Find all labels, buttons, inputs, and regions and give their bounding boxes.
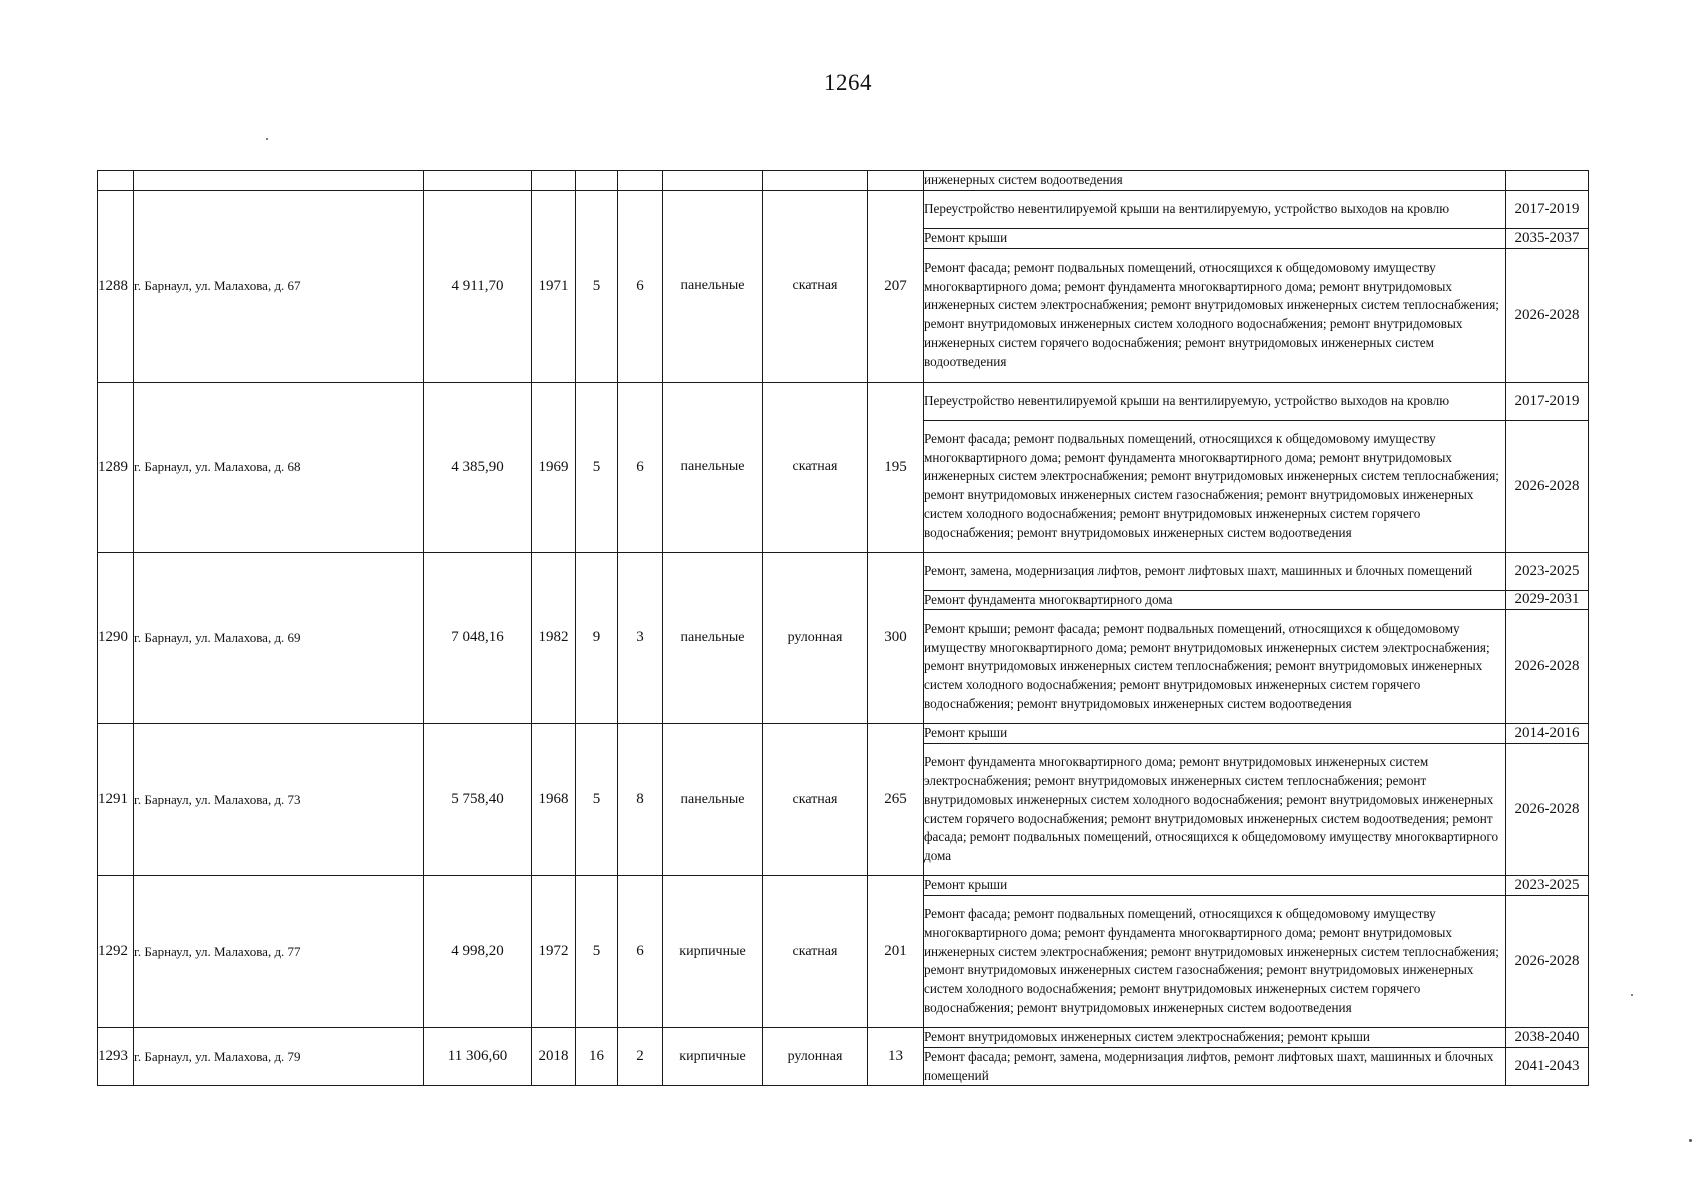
entrance-count: 6 bbox=[618, 190, 663, 382]
work-description: Ремонт крыши bbox=[924, 876, 1506, 896]
roof-type: рулонная bbox=[763, 1027, 868, 1085]
scan-speck bbox=[1689, 1139, 1692, 1142]
house-row bbox=[98, 1027, 1589, 1047]
floor-count: 16 bbox=[576, 1027, 618, 1085]
residents-count: 13 bbox=[868, 1027, 924, 1085]
house-number: 1293 bbox=[98, 1027, 134, 1085]
entrance-count: 6 bbox=[618, 382, 663, 552]
continuation-row bbox=[98, 171, 1589, 191]
work-description: Ремонт крыши; ремонт фасада; ремонт подвальных помещений, относящихся к общедомовому имуществу многоквартирного дома; ремонт внутридомовых инженерных систем электроснабжения; ремонт внутридомовых инженерных систем теплоснабжения; ремонт внутридомовых инженерных систем холодного водоснабжения; ремонт внутридомовых инженерных систем горячего водоснабжения; ремонт внутридомовых инженерных систем водоотведения bbox=[924, 610, 1506, 724]
floor-count: 5 bbox=[576, 876, 618, 1028]
roof-type: скатная bbox=[763, 382, 868, 552]
house-row bbox=[98, 876, 1589, 896]
entrance-count: 3 bbox=[618, 552, 663, 724]
floor-count: 5 bbox=[576, 382, 618, 552]
work-period: 2038-2040 bbox=[1506, 1027, 1589, 1047]
floor-count: 5 bbox=[576, 724, 618, 876]
work-period: 2017-2019 bbox=[1506, 382, 1589, 420]
entrance-count: 2 bbox=[618, 1027, 663, 1085]
house-area: 4 998,20 bbox=[424, 876, 532, 1028]
house-address: г. Барнаул, ул. Малахова, д. 77 bbox=[134, 876, 424, 1028]
work-description: Ремонт фасада; ремонт подвальных помещений, относящихся к общедомовому имуществу многоквартирного дома; ремонт фундамента многоквартирного дома; ремонт внутридомовых инженерных систем электроснабжения; ремонт внутридомовых инженерных систем теплоснабжения; ремонт внутридомовых инженерных систем холодного водоснабжения; ремонт внутридомовых инженерных систем горячего водоснабжения; ремонт внутридомовых инженерных систем водоотведения bbox=[924, 248, 1506, 382]
work-description: Ремонт фасада; ремонт подвальных помещений, относящихся к общедомовому имуществу многоквартирного дома; ремонт фундамента многоквартирного дома; ремонт внутридомовых инженерных систем электроснабжения; ремонт внутридомовых инженерных систем теплоснабжения; ремонт внутридомовых инженерных систем газоснабжения; ремонт внутридомовых инженерных систем холодного водоснабжения; ремонт внутридомовых инженерных систем горячего водоснабжения; ремонт внутридомовых инженерных систем водоотведения bbox=[924, 895, 1506, 1027]
work-period: 2023-2025 bbox=[1506, 876, 1589, 896]
empty-cell bbox=[763, 171, 868, 191]
build-year: 1968 bbox=[532, 724, 576, 876]
build-year: 2018 bbox=[532, 1027, 576, 1085]
work-description: Ремонт, замена, модернизация лифтов, ремонт лифтовых шахт, машинных и блочных помещений bbox=[924, 552, 1506, 590]
house-row bbox=[98, 552, 1589, 590]
empty-cell bbox=[663, 171, 763, 191]
empty-cell bbox=[98, 171, 134, 191]
work-description: Ремонт крыши bbox=[924, 228, 1506, 248]
work-period: 2029-2031 bbox=[1506, 590, 1589, 610]
work-period: 2035-2037 bbox=[1506, 228, 1589, 248]
entrance-count: 6 bbox=[618, 876, 663, 1028]
house-area: 5 758,40 bbox=[424, 724, 532, 876]
wall-material: панельные bbox=[663, 190, 763, 382]
house-address: г. Барнаул, ул. Малахова, д. 73 bbox=[134, 724, 424, 876]
house-address: г. Барнаул, ул. Малахова, д. 69 bbox=[134, 552, 424, 724]
empty-cell bbox=[576, 171, 618, 191]
work-period: 2023-2025 bbox=[1506, 552, 1589, 590]
house-number: 1288 bbox=[98, 190, 134, 382]
roof-type: скатная bbox=[763, 876, 868, 1028]
wall-material: кирпичные bbox=[663, 1027, 763, 1085]
work-period: 2026-2028 bbox=[1506, 895, 1589, 1027]
wall-material: панельные bbox=[663, 552, 763, 724]
work-description: Ремонт фасада; ремонт, замена, модернизация лифтов, ремонт лифтовых шахт, машинных и блочных помещений bbox=[924, 1047, 1506, 1086]
table-body bbox=[98, 171, 1589, 1086]
roof-type: скатная bbox=[763, 190, 868, 382]
wall-material: кирпичные bbox=[663, 876, 763, 1028]
build-year: 1982 bbox=[532, 552, 576, 724]
repair-schedule-table bbox=[97, 170, 1589, 1086]
wall-material: панельные bbox=[663, 382, 763, 552]
empty-cell bbox=[868, 171, 924, 191]
work-period: 2026-2028 bbox=[1506, 420, 1589, 552]
house-row bbox=[98, 724, 1589, 744]
house-number: 1292 bbox=[98, 876, 134, 1028]
house-area: 4 911,70 bbox=[424, 190, 532, 382]
entrance-count: 8 bbox=[618, 724, 663, 876]
work-description: Ремонт фундамента многоквартирного дома bbox=[924, 590, 1506, 610]
work-period: 2014-2016 bbox=[1506, 724, 1589, 744]
floor-count: 9 bbox=[576, 552, 618, 724]
work-description: Переустройство невентилируемой крыши на вентилируемую, устройство выходов на кровлю bbox=[924, 382, 1506, 420]
empty-cell bbox=[532, 171, 576, 191]
empty-cell bbox=[618, 171, 663, 191]
wall-material: панельные bbox=[663, 724, 763, 876]
residents-count: 300 bbox=[868, 552, 924, 724]
work-description: Переустройство невентилируемой крыши на вентилируемую, устройство выходов на кровлю bbox=[924, 190, 1506, 228]
build-year: 1971 bbox=[532, 190, 576, 382]
work-description: Ремонт фасада; ремонт подвальных помещений, относящихся к общедомовому имуществу многоквартирного дома; ремонт фундамента многоквартирного дома; ремонт внутридомовых инженерных систем электроснабжения; ремонт внутридомовых инженерных систем теплоснабжения; ремонт внутридомовых инженерных систем газоснабжения; ремонт внутридомовых инженерных систем холодного водоснабжения; ремонт внутридомовых инженерных систем горячего водоснабжения; ремонт внутридомовых инженерных систем водоотведения bbox=[924, 420, 1506, 552]
residents-count: 265 bbox=[868, 724, 924, 876]
work-description: инженерных систем водоотведения bbox=[924, 171, 1506, 191]
house-area: 11 306,60 bbox=[424, 1027, 532, 1085]
page-number: 1264 bbox=[824, 70, 872, 95]
house-area: 4 385,90 bbox=[424, 382, 532, 552]
house-address: г. Барнаул, ул. Малахова, д. 68 bbox=[134, 382, 424, 552]
house-address: г. Барнаул, ул. Малахова, д. 79 bbox=[134, 1027, 424, 1085]
build-year: 1972 bbox=[532, 876, 576, 1028]
house-number: 1290 bbox=[98, 552, 134, 724]
work-description: Ремонт крыши bbox=[924, 724, 1506, 744]
house-row bbox=[98, 382, 1589, 420]
house-number: 1289 bbox=[98, 382, 134, 552]
roof-type: рулонная bbox=[763, 552, 868, 724]
residents-count: 201 bbox=[868, 876, 924, 1028]
work-period: 2017-2019 bbox=[1506, 190, 1589, 228]
residents-count: 195 bbox=[868, 382, 924, 552]
work-description: Ремонт фундамента многоквартирного дома; ремонт внутридомовых инженерных систем электроснабжения; ремонт внутридомовых инженерных систем теплоснабжения; ремонт внутридомовых инженерных систем холодного водоснабжения; ремонт внутридомовых инженерных систем горячего водоснабжения; ремонт внутридомовых инженерных систем водоотведения; ремонт фасада; ремонт подвальных помещений, относящихся к общедомовому имуществу многоквартирного дома bbox=[924, 744, 1506, 876]
roof-type: скатная bbox=[763, 724, 868, 876]
house-row bbox=[98, 190, 1589, 228]
house-area: 7 048,16 bbox=[424, 552, 532, 724]
empty-cell bbox=[424, 171, 532, 191]
work-period bbox=[1506, 171, 1589, 191]
build-year: 1969 bbox=[532, 382, 576, 552]
work-period: 2026-2028 bbox=[1506, 610, 1589, 724]
residents-count: 207 bbox=[868, 190, 924, 382]
work-period: 2026-2028 bbox=[1506, 248, 1589, 382]
house-number: 1291 bbox=[98, 724, 134, 876]
work-description: Ремонт внутридомовых инженерных систем электроснабжения; ремонт крыши bbox=[924, 1027, 1506, 1047]
house-address: г. Барнаул, ул. Малахова, д. 67 bbox=[134, 190, 424, 382]
scan-speck bbox=[266, 138, 268, 140]
work-period: 2041-2043 bbox=[1506, 1047, 1589, 1086]
empty-cell bbox=[134, 171, 424, 191]
scan-speck bbox=[1631, 994, 1633, 996]
work-period: 2026-2028 bbox=[1506, 744, 1589, 876]
floor-count: 5 bbox=[576, 190, 618, 382]
